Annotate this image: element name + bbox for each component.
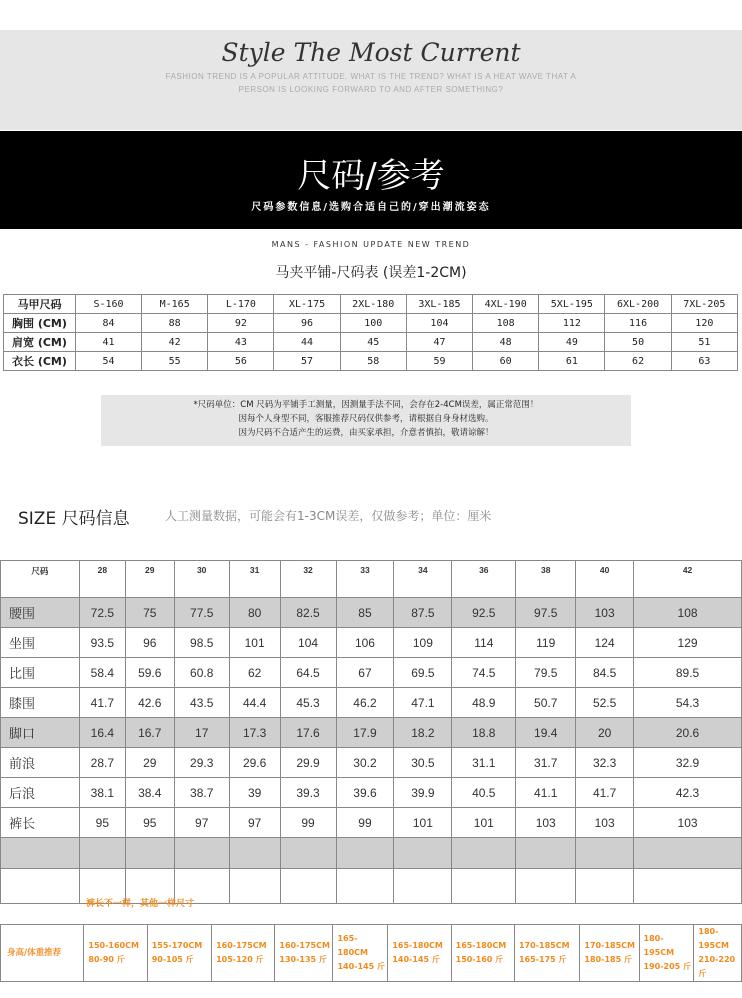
size-section-subtitle: 人工测量数据，可能会有1-3CM误差，仅做参考；单位：厘米: [165, 509, 492, 523]
recommend-cell: [388, 925, 451, 982]
vest-size-header: 6XL-200: [605, 295, 671, 314]
recommend-weight: 105-120 斤: [216, 955, 264, 964]
recommend-weight: 165-175 斤: [518, 955, 567, 964]
vest-size-header: 3XL-185: [406, 295, 472, 314]
pants-cell: 96: [125, 628, 174, 658]
recommend-weight: 190-205 斤: [643, 962, 692, 971]
empty-cell: [280, 869, 336, 904]
pants-cell: 80: [229, 598, 280, 628]
vest-size-table: [3, 294, 738, 371]
pants-cell: 39.3: [280, 778, 336, 808]
pants-row: [1, 748, 742, 778]
pants-size-header: 42: [634, 561, 742, 598]
pants-size-table: [0, 560, 742, 904]
pants-cell: 95: [125, 808, 174, 838]
vest-cell: 57: [274, 352, 340, 371]
pants-cell: 47.1: [394, 688, 452, 718]
empty-cell: [634, 869, 742, 904]
tagline-line-2: PERSON IS LOOKING FORWARD TO AND AFTER SOMETHING?: [238, 85, 504, 94]
empty-cell: [1, 869, 80, 904]
pants-cell: 103: [516, 808, 576, 838]
pants-cell: 46.2: [336, 688, 394, 718]
banner-title: 尺码/参考: [297, 156, 445, 196]
pants-size-header: 28: [79, 561, 125, 598]
pants-cell: 59.6: [125, 658, 174, 688]
recommend-cell: [514, 925, 579, 982]
vest-cell: 41: [75, 333, 141, 352]
pants-cell: 99: [280, 808, 336, 838]
pants-spacer-gray-row: [1, 838, 742, 869]
pants-cell: 40.5: [452, 778, 516, 808]
pants-size-header: 30: [174, 561, 229, 598]
vest-cell: 45: [340, 333, 406, 352]
recommend-height: 165-180CM: [337, 934, 368, 957]
pants-cell: 74.5: [452, 658, 516, 688]
pants-cell: 109: [394, 628, 452, 658]
vest-cell: 61: [539, 352, 605, 371]
empty-cell: [576, 869, 634, 904]
recommend-cell: [580, 925, 639, 982]
pants-cell: 39.9: [394, 778, 452, 808]
pants-row: [1, 808, 742, 838]
pants-cell: 97: [174, 808, 229, 838]
pants-cell: 104: [280, 628, 336, 658]
pants-cell: 60.8: [174, 658, 229, 688]
recommend-weight: 140-145 斤: [337, 962, 385, 971]
vest-size-header: 7XL-205: [671, 295, 737, 314]
pants-cell: 30.5: [394, 748, 452, 778]
pants-cell: 95: [79, 808, 125, 838]
banner-subtitle: 尺码参数信息/选购合适自己的/穿出潮流姿态: [251, 202, 491, 213]
vest-table-title: 马夹平铺-尺码表 (误差1-2CM): [275, 265, 467, 281]
recommend-cell: [212, 925, 275, 982]
vest-cell: 54: [75, 352, 141, 371]
recommend-height: 155-170CM: [151, 941, 203, 950]
pants-cell: 41.7: [576, 778, 634, 808]
vest-size-header: XL-175: [274, 295, 340, 314]
recommend-weight: 80-90 斤: [88, 955, 125, 964]
pants-cell: 18.2: [394, 718, 452, 748]
vest-cell: 49: [539, 333, 605, 352]
recommend-height: 170-185CM: [584, 941, 635, 950]
recommend-weight: 180-185 斤: [584, 955, 632, 964]
vest-cell: 104: [406, 314, 472, 333]
empty-cell: [280, 838, 336, 869]
pants-cell: 77.5: [174, 598, 229, 628]
vest-cell: 55: [142, 352, 208, 371]
tagline-line-1: FASHION TREND IS A POPULAR ATTITUDE. WHAT IS THE TREND? WHAT IS A HEAT WAVE THAT A: [165, 72, 577, 81]
pants-cell: 44.4: [229, 688, 280, 718]
empty-cell: [576, 838, 634, 869]
recommend-cell: [333, 925, 388, 982]
pants-cell: 29.6: [229, 748, 280, 778]
pants-cell: 99: [336, 808, 394, 838]
pants-cell: 67: [336, 658, 394, 688]
vest-row: [4, 314, 738, 333]
note-line-1: *尺码单位：CM 尺码为平铺手工测量，因测量手法不同，会存在2-4CM误差，属正常范围！: [193, 400, 539, 410]
pants-cell: 119: [516, 628, 576, 658]
pants-size-header: 38: [516, 561, 576, 598]
pants-row: [1, 658, 742, 688]
pants-row-label: 后浪: [1, 778, 80, 808]
pants-row: [1, 718, 742, 748]
vest-cell: 47: [406, 333, 472, 352]
pants-size-header: 36: [452, 561, 516, 598]
pants-cell: 43.5: [174, 688, 229, 718]
empty-cell: [336, 869, 394, 904]
pants-cell: 92.5: [452, 598, 516, 628]
pants-cell: 93.5: [79, 628, 125, 658]
vest-size-header: S-160: [75, 295, 141, 314]
vest-size-header: 2XL-180: [340, 295, 406, 314]
pants-size-header: 33: [336, 561, 394, 598]
vest-row: [4, 352, 738, 371]
recommend-cell: [694, 925, 742, 982]
empty-cell: [79, 838, 125, 869]
vest-size-header: M-165: [142, 295, 208, 314]
empty-cell: [394, 869, 452, 904]
vest-cell: 43: [208, 333, 274, 352]
pants-size-header: 32: [280, 561, 336, 598]
pants-row: [1, 598, 742, 628]
recommend-height: 165-180CM: [392, 941, 443, 950]
pants-cell: 54.3: [634, 688, 742, 718]
pants-cell: 32.9: [634, 748, 742, 778]
height-weight-table: [0, 924, 742, 982]
pants-cell: 17.3: [229, 718, 280, 748]
recommend-weight: 210-220 斤: [698, 955, 736, 978]
pants-cell: 42.6: [125, 688, 174, 718]
empty-cell: [1, 838, 80, 869]
pants-cell: 75: [125, 598, 174, 628]
pants-cell: 106: [336, 628, 394, 658]
recommend-label: 身高/体重推荐: [1, 925, 84, 982]
empty-cell: [516, 869, 576, 904]
recommend-height: 160-175CM: [216, 941, 267, 950]
pants-row-label: 脚口: [1, 718, 80, 748]
script-title: Style The Most Current: [221, 38, 521, 67]
pants-cell: 97.5: [516, 598, 576, 628]
pants-cell: 103: [634, 808, 742, 838]
pants-cell: 16.4: [79, 718, 125, 748]
pants-size-header: 29: [125, 561, 174, 598]
vest-cell: 116: [605, 314, 671, 333]
empty-cell: [336, 838, 394, 869]
pants-cell: 101: [452, 808, 516, 838]
pants-cell: 103: [576, 598, 634, 628]
pants-cell: 29: [125, 748, 174, 778]
vest-row-label: 胸围 (CM): [4, 314, 76, 333]
vest-cell: 51: [671, 333, 737, 352]
pants-cell: 62: [229, 658, 280, 688]
pants-cell: 64.5: [280, 658, 336, 688]
vest-kicker: MANS - FASHION UPDATE NEW TREND: [271, 240, 471, 249]
pants-cell: 16.7: [125, 718, 174, 748]
pants-row-label: 腰围: [1, 598, 80, 628]
empty-cell: [516, 838, 576, 869]
empty-cell: [452, 838, 516, 869]
pants-cell: 38.1: [79, 778, 125, 808]
recommend-cell: [639, 925, 694, 982]
pants-cell: 82.5: [280, 598, 336, 628]
vest-cell: 120: [671, 314, 737, 333]
pants-cell: 101: [229, 628, 280, 658]
pants-cell: 20: [576, 718, 634, 748]
vest-cell: 56: [208, 352, 274, 371]
recommend-cell: [84, 925, 147, 982]
pants-row: [1, 688, 742, 718]
pants-cell: 89.5: [634, 658, 742, 688]
pants-cell: 72.5: [79, 598, 125, 628]
vest-cell: 96: [274, 314, 340, 333]
recommend-weight: 130-135 斤: [279, 955, 327, 964]
vest-cell: 62: [605, 352, 671, 371]
note-line-3: 因为尺码不合适产生的运费，由买家承担，介意者慎拍，敬请谅解！: [238, 428, 494, 438]
pants-cell: 41.7: [79, 688, 125, 718]
vest-cell: 88: [142, 314, 208, 333]
pants-size-header: 31: [229, 561, 280, 598]
recommend-cell: [147, 925, 211, 982]
pants-cell: 19.4: [516, 718, 576, 748]
pants-row-label: 前浪: [1, 748, 80, 778]
vest-cell: 100: [340, 314, 406, 333]
pants-cell: 98.5: [174, 628, 229, 658]
empty-cell: [125, 838, 174, 869]
note-line-2: 因每个人身型不同，客服推荐尺码仅供参考，请根据自身身材选购。: [238, 414, 494, 424]
pants-cell: 17.6: [280, 718, 336, 748]
pants-cell: 38.7: [174, 778, 229, 808]
pants-cell: 114: [452, 628, 516, 658]
pants-cell: 39: [229, 778, 280, 808]
pants-cell: 52.5: [576, 688, 634, 718]
pants-cell: 48.9: [452, 688, 516, 718]
pants-cell: 20.6: [634, 718, 742, 748]
size-section-title: SIZE 尺码信息: [18, 509, 130, 529]
pants-cell: 17.9: [336, 718, 394, 748]
empty-cell: [229, 838, 280, 869]
recommend-height: 180-195CM: [698, 927, 729, 950]
vest-cell: 108: [473, 314, 539, 333]
empty-cell: [452, 869, 516, 904]
empty-cell: [229, 869, 280, 904]
vest-row-label: 肩宽 (CM): [4, 333, 76, 352]
recommend-weight: 90-105 斤: [151, 955, 194, 964]
pants-cell: 129: [634, 628, 742, 658]
pants-cell: 50.7: [516, 688, 576, 718]
pants-header-label: 尺码: [1, 561, 80, 598]
recommend-height: 160-175CM: [279, 941, 330, 950]
pants-cell: 84.5: [576, 658, 634, 688]
vest-size-header: L-170: [208, 295, 274, 314]
vest-cell: 60: [473, 352, 539, 371]
pants-row: [1, 628, 742, 658]
empty-cell: [634, 838, 742, 869]
vest-cell: 48: [473, 333, 539, 352]
vest-cell: 58: [340, 352, 406, 371]
pants-cell: 38.4: [125, 778, 174, 808]
recommend-weight: 150-160 斤: [455, 955, 504, 964]
pants-cell: 58.4: [79, 658, 125, 688]
pants-row-label: 比围: [1, 658, 80, 688]
pants-cell: 17: [174, 718, 229, 748]
vest-cell: 112: [539, 314, 605, 333]
pants-cell: 45.3: [280, 688, 336, 718]
pants-cell: 39.6: [336, 778, 394, 808]
pants-row-label: 膝围: [1, 688, 80, 718]
pants-cell: 108: [634, 598, 742, 628]
recommend-row: [1, 925, 742, 982]
pants-cell: 29.3: [174, 748, 229, 778]
recommend-cell: [275, 925, 333, 982]
empty-cell: [394, 838, 452, 869]
pants-cell: 69.5: [394, 658, 452, 688]
vest-cell: 63: [671, 352, 737, 371]
recommend-weight: 140-145 斤: [392, 955, 440, 964]
vest-cell: 42: [142, 333, 208, 352]
empty-cell: [174, 838, 229, 869]
vest-row-label: 衣长 (CM): [4, 352, 76, 371]
recommend-height: 170-185CM: [518, 941, 570, 950]
recommend-height: 180-195CM: [643, 934, 675, 957]
pants-cell: 103: [576, 808, 634, 838]
pants-cell: 28.7: [79, 748, 125, 778]
pants-row-label: 坐围: [1, 628, 80, 658]
pants-row: [1, 778, 742, 808]
pants-header-row: [1, 561, 742, 598]
pants-cell: 41.1: [516, 778, 576, 808]
vest-cell: 59: [406, 352, 472, 371]
recommend-height: 165-180CM: [455, 941, 507, 950]
vest-header-row: [4, 295, 738, 314]
recommend-height: 150-160CM: [88, 941, 139, 950]
pants-cell: 85: [336, 598, 394, 628]
vest-cell: 50: [605, 333, 671, 352]
pants-cell: 124: [576, 628, 634, 658]
pants-cell: 87.5: [394, 598, 452, 628]
pants-cell: 29.9: [280, 748, 336, 778]
pants-cell: 42.3: [634, 778, 742, 808]
pants-cell: 31.7: [516, 748, 576, 778]
recommend-cell: [451, 925, 514, 982]
vest-cell: 92: [208, 314, 274, 333]
pants-size-header: 40: [576, 561, 634, 598]
vest-size-header: 4XL-190: [473, 295, 539, 314]
pants-cell: 31.1: [452, 748, 516, 778]
pants-row-label: 裤长: [1, 808, 80, 838]
pants-size-header: 34: [394, 561, 452, 598]
remark-text: 裤长不一样，其他一样尺寸: [86, 899, 195, 909]
vest-row: [4, 333, 738, 352]
vest-header-label: 马甲尺码: [4, 295, 76, 314]
pants-cell: 30.2: [336, 748, 394, 778]
pants-cell: 32.3: [576, 748, 634, 778]
vest-cell: 44: [274, 333, 340, 352]
pants-cell: 18.8: [452, 718, 516, 748]
pants-cell: 101: [394, 808, 452, 838]
pants-cell: 97: [229, 808, 280, 838]
vest-size-header: 5XL-195: [539, 295, 605, 314]
pants-cell: 79.5: [516, 658, 576, 688]
vest-cell: 84: [75, 314, 141, 333]
